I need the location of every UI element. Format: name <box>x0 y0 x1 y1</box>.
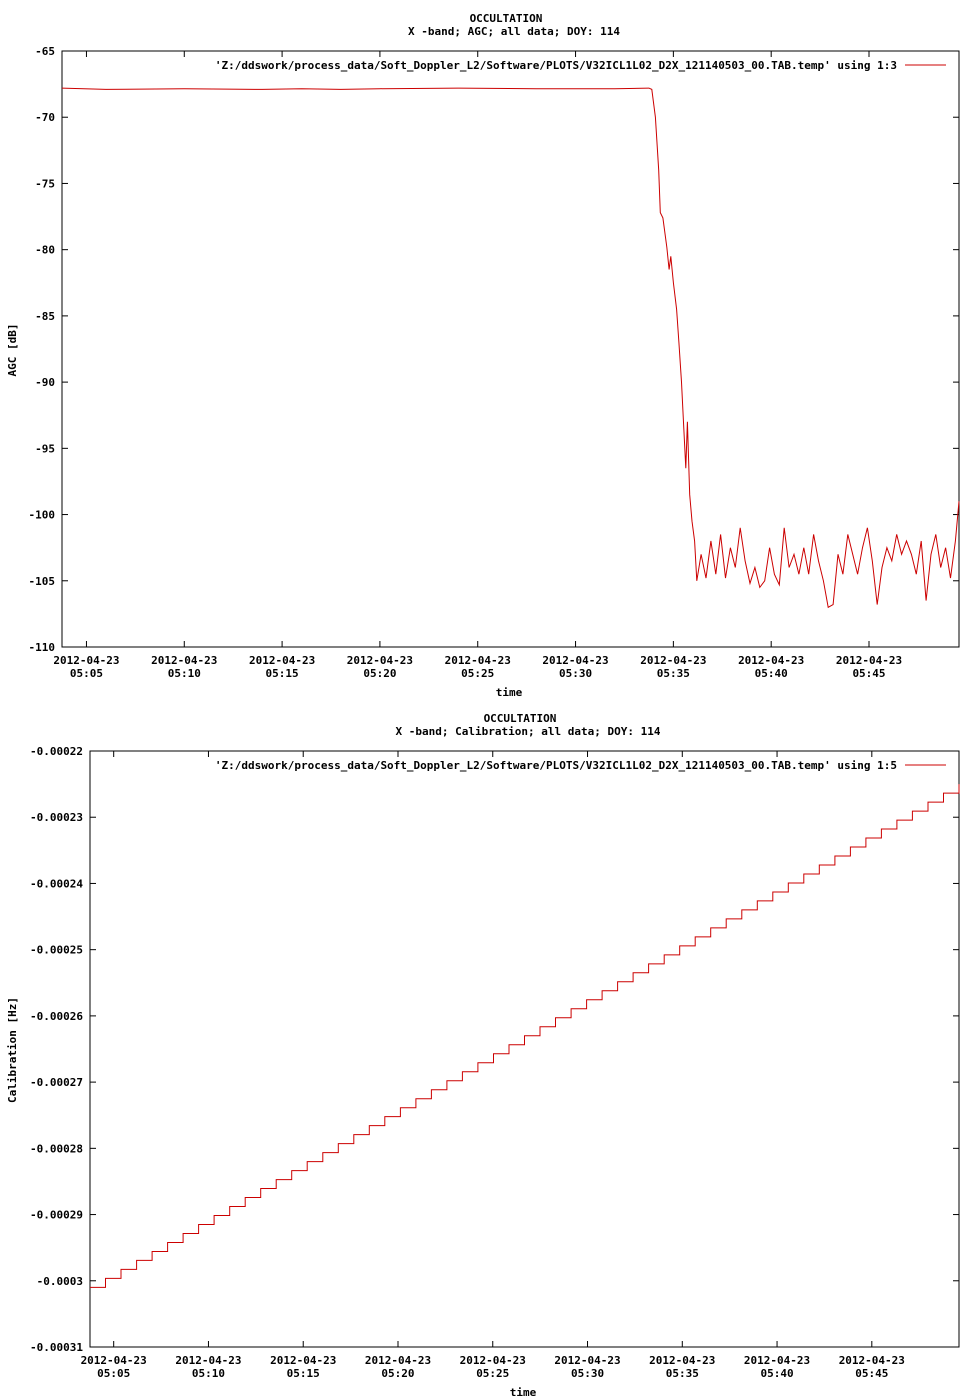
agc-chart-xtick-date: 2012-04-23 <box>738 654 805 667</box>
agc-chart-xtick-time: 05:15 <box>265 667 299 680</box>
agc-chart-xtick-date: 2012-04-23 <box>53 654 120 667</box>
agc-chart-ytick-label: -80 <box>35 243 55 257</box>
calibration-chart-ytick-label: -0.00028 <box>30 1142 83 1156</box>
agc-chart-xtick-date: 2012-04-23 <box>640 654 707 667</box>
calibration-chart-xtick-date: 2012-04-23 <box>364 1354 432 1367</box>
agc-chart-xtick-time: 05:20 <box>363 667 397 680</box>
calibration-chart-ytick-label: -0.00029 <box>30 1208 83 1222</box>
agc-chart-xtick-time: 05:45 <box>852 667 886 680</box>
calibration-chart-xtick-time: 05:20 <box>381 1367 415 1380</box>
agc-chart-ytick-label: -110 <box>28 641 55 654</box>
calibration-chart-ytick-label: -0.00031 <box>30 1341 83 1354</box>
calibration-chart-xtick-time: 05:15 <box>286 1367 320 1380</box>
calibration-chart-subtitle: X -band; Calibration; all data; DOY: 114 <box>395 725 661 738</box>
calibration-chart-series-line <box>90 784 959 1287</box>
agc-chart-subtitle: X -band; AGC; all data; DOY: 114 <box>408 25 620 38</box>
calibration-chart-xtick-time: 05:30 <box>570 1367 605 1380</box>
agc-chart-series-line <box>62 88 959 607</box>
agc-chart-ytick-label: -85 <box>35 309 55 323</box>
calibration-chart-xtick-date: 2012-04-23 <box>459 1354 526 1367</box>
calibration-chart-ytick-label: -0.00024 <box>30 877 83 891</box>
agc-chart-xtick-time: 05:25 <box>461 667 495 680</box>
calibration-chart-xtick-date: 2012-04-23 <box>838 1354 905 1367</box>
calibration-chart-xlabel: time <box>509 1386 537 1399</box>
calibration-chart-xtick-time: 05:25 <box>476 1367 510 1380</box>
calibration-chart-xtick-date: 2012-04-23 <box>554 1354 621 1367</box>
calibration-chart-xtick-date: 2012-04-23 <box>743 1354 811 1367</box>
calibration-chart-ytick-label: -0.00022 <box>30 745 83 758</box>
calibration-chart-ylabel: Calibration [Hz] <box>6 997 19 1103</box>
calibration-chart-ytick-label: -0.00027 <box>30 1076 83 1090</box>
agc-chart-xtick-time: 05:10 <box>167 667 201 680</box>
calibration-chart <box>6 712 959 1399</box>
agc-chart-xtick-date: 2012-04-23 <box>444 654 511 667</box>
calibration-chart-xtick-time: 05:35 <box>665 1367 699 1380</box>
calibration-chart-title: OCCULTATION <box>483 712 557 725</box>
agc-chart-ytick-label: -105 <box>28 574 55 588</box>
agc-chart-xtick-time: 05:30 <box>558 667 593 680</box>
agc-chart-xtick-time: 05:35 <box>656 667 690 680</box>
agc-chart-ytick-label: -75 <box>35 177 55 191</box>
agc-chart-xtick-date: 2012-04-23 <box>542 654 609 667</box>
agc-chart-xtick-time: 05:40 <box>754 667 788 680</box>
agc-chart-ytick-label: -90 <box>35 376 55 390</box>
agc-chart-ytick-label: -95 <box>35 442 55 456</box>
calibration-chart-ytick-label: -0.00025 <box>30 943 83 957</box>
calibration-chart-xtick-time: 05:10 <box>191 1367 226 1380</box>
agc-chart-ytick-label: -100 <box>28 508 55 522</box>
agc-chart-ytick-label: -70 <box>35 111 55 125</box>
agc-chart-xlabel: time <box>495 686 523 699</box>
calibration-chart-ytick-label: -0.0003 <box>36 1274 83 1288</box>
calibration-chart-xtick-time: 05:05 <box>97 1367 131 1380</box>
calibration-chart-xtick-time: 05:40 <box>760 1367 794 1380</box>
calibration-chart-xtick-date: 2012-04-23 <box>649 1354 716 1367</box>
calibration-chart-xtick-time: 05:45 <box>855 1367 889 1380</box>
calibration-chart-xtick-date: 2012-04-23 <box>80 1354 147 1367</box>
agc-chart-xtick-date: 2012-04-23 <box>248 654 316 667</box>
agc-chart <box>6 12 959 699</box>
agc-chart-ytick-label: -65 <box>35 45 55 58</box>
calibration-chart-xtick-date: 2012-04-23 <box>175 1354 242 1367</box>
calibration-chart-xtick-date: 2012-04-23 <box>270 1354 337 1367</box>
calibration-chart-frame <box>90 751 959 1347</box>
agc-chart-frame <box>62 51 959 647</box>
agc-chart-legend-label: 'Z:/ddswork/process_data/Soft_Doppler_L2/Software/PLOTS/V32ICL1L02_D2X_121140503_00.TAB.temp' using 1:3 <box>214 59 897 72</box>
agc-chart-title: OCCULTATION <box>469 12 543 25</box>
agc-chart-xtick-time: 05:05 <box>69 667 104 680</box>
calibration-chart-legend-label: 'Z:/ddswork/process_data/Soft_Doppler_L2/Software/PLOTS/V32ICL1L02_D2X_121140503_00.TAB.temp' using 1:5 <box>214 759 897 772</box>
agc-chart-xtick-date: 2012-04-23 <box>346 654 414 667</box>
agc-chart-xtick-date: 2012-04-23 <box>151 654 218 667</box>
calibration-chart-ytick-label: -0.00026 <box>30 1009 83 1023</box>
agc-chart-ylabel: AGC [dB] <box>6 323 19 377</box>
calibration-chart-ytick-label: -0.00023 <box>30 811 83 825</box>
agc-chart-xtick-date: 2012-04-23 <box>835 654 903 667</box>
